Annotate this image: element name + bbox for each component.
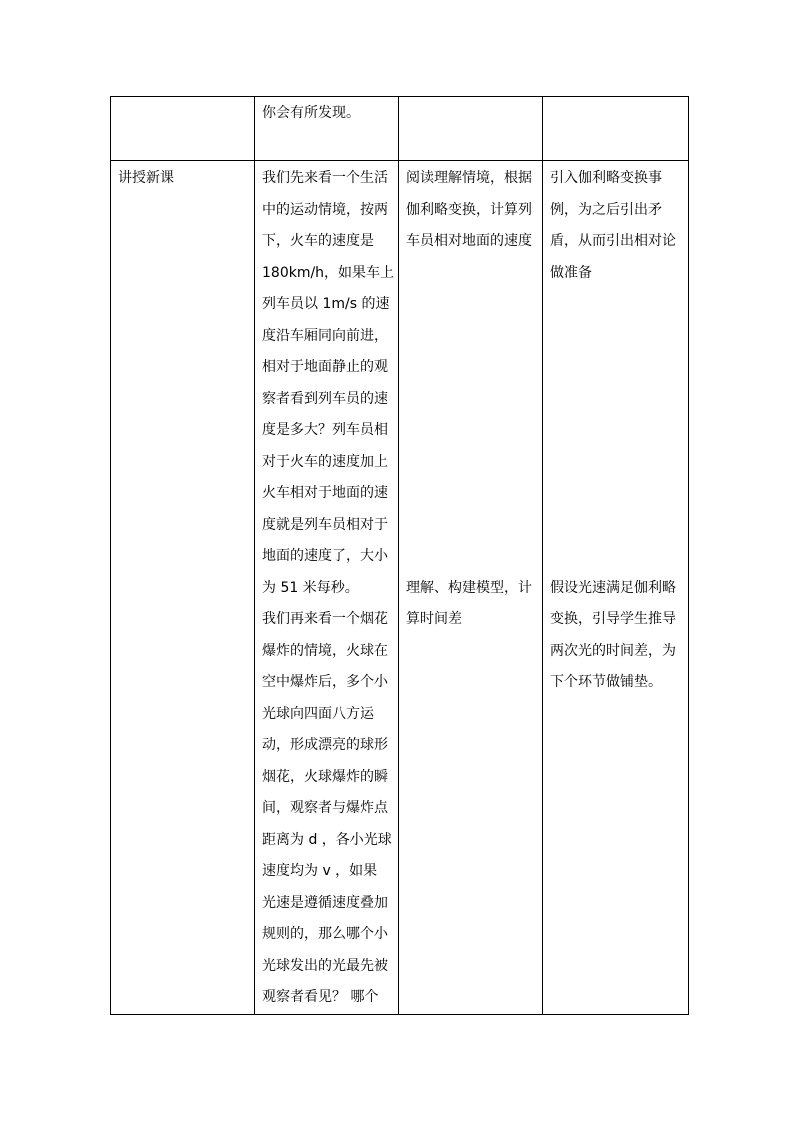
text-line: 下个环节做铺垫。 bbox=[550, 674, 662, 690]
text-line: 观察者看见？ 哪个 bbox=[262, 989, 379, 1005]
student-activity-cell bbox=[399, 97, 543, 161]
text-line: 度沿车厢同向前进， bbox=[262, 327, 388, 344]
text-line: 假设光速满足伽利略 bbox=[550, 579, 676, 596]
text-line: 相对于地面静止的观 bbox=[262, 359, 388, 375]
table-row bbox=[111, 97, 689, 161]
text-line: 规则的，那么哪个小 bbox=[262, 926, 388, 942]
stage-label: 讲授新课 bbox=[118, 170, 174, 186]
spacer bbox=[550, 289, 682, 573]
text-line: 烟花，火球爆炸的瞬 bbox=[262, 768, 388, 785]
text-line: 度是多大？列车员相 bbox=[262, 422, 388, 438]
teacher-activity-cell bbox=[255, 97, 399, 161]
text-line: 盾，从而引出相对论 bbox=[550, 233, 676, 249]
text-line: 理解、构建模型，计 bbox=[406, 579, 532, 596]
text-line: 伽利略变换，计算列 bbox=[406, 201, 532, 218]
text-line: 下，火车的速度是 bbox=[262, 233, 374, 249]
text-line: 距离为 d ，各小光球 bbox=[262, 831, 392, 848]
text-line: 车员相对地面的速度 bbox=[406, 233, 532, 249]
text-line: 火车相对于地面的速 bbox=[262, 485, 388, 501]
spacer bbox=[406, 258, 536, 573]
stage-cell bbox=[111, 161, 255, 1015]
text-line: 空中爆炸后，多个小 bbox=[262, 674, 388, 690]
text-line: 算时间差 bbox=[406, 611, 462, 627]
text-line: 光速是遵循速度叠加 bbox=[262, 894, 388, 911]
design-intent-cell bbox=[543, 161, 689, 1015]
text-line: 察者看到列车员的速 bbox=[262, 390, 388, 407]
student-activity-cell bbox=[399, 161, 543, 1015]
table-row bbox=[111, 161, 689, 1015]
text-line: 为 51 米每秒。 bbox=[262, 579, 359, 596]
stage-cell bbox=[111, 97, 255, 161]
text-line: 阅读理解情境，根据 bbox=[406, 170, 532, 186]
text-line: 例，为之后引出矛 bbox=[550, 201, 662, 218]
text-line: 爆炸的情境，火球在 bbox=[262, 642, 388, 659]
text-line: 光球发出的光最先被 bbox=[262, 957, 388, 974]
text-line: 变换，引导学生推导 bbox=[550, 611, 676, 627]
text-line: 中的运动情境，按两 bbox=[262, 201, 388, 218]
text-line: 光球向四面八方运 bbox=[262, 705, 374, 722]
text-line: 列车员以 1m/s 的速 bbox=[262, 296, 390, 312]
text-line: 我们先来看一个生活 bbox=[262, 170, 388, 186]
text-line: 两次光的时间差，为 bbox=[550, 642, 676, 659]
text-line: 速度均为 v ，如果 bbox=[262, 863, 378, 879]
text-line: 度就是列车员相对于 bbox=[262, 516, 388, 533]
lesson-plan-table bbox=[110, 96, 689, 1015]
text-line: 做准备 bbox=[550, 264, 592, 281]
text-line: 180km/h，如果车上 bbox=[262, 264, 395, 281]
text-line: 间，观察者与爆炸点 bbox=[262, 800, 388, 816]
text-line: 动，形成漂亮的球形 bbox=[262, 737, 388, 753]
text-line: 地面的速度了，大小 bbox=[262, 548, 388, 564]
design-intent-cell bbox=[543, 97, 689, 161]
text-line: 我们再来看一个烟花 bbox=[262, 611, 388, 627]
text-line: 引入伽利略变换事 bbox=[550, 170, 662, 186]
teacher-activity-cell bbox=[255, 161, 399, 1015]
text-line: 对于火车的速度加上 bbox=[262, 453, 388, 470]
text-line: 你会有所发现。 bbox=[262, 105, 360, 121]
